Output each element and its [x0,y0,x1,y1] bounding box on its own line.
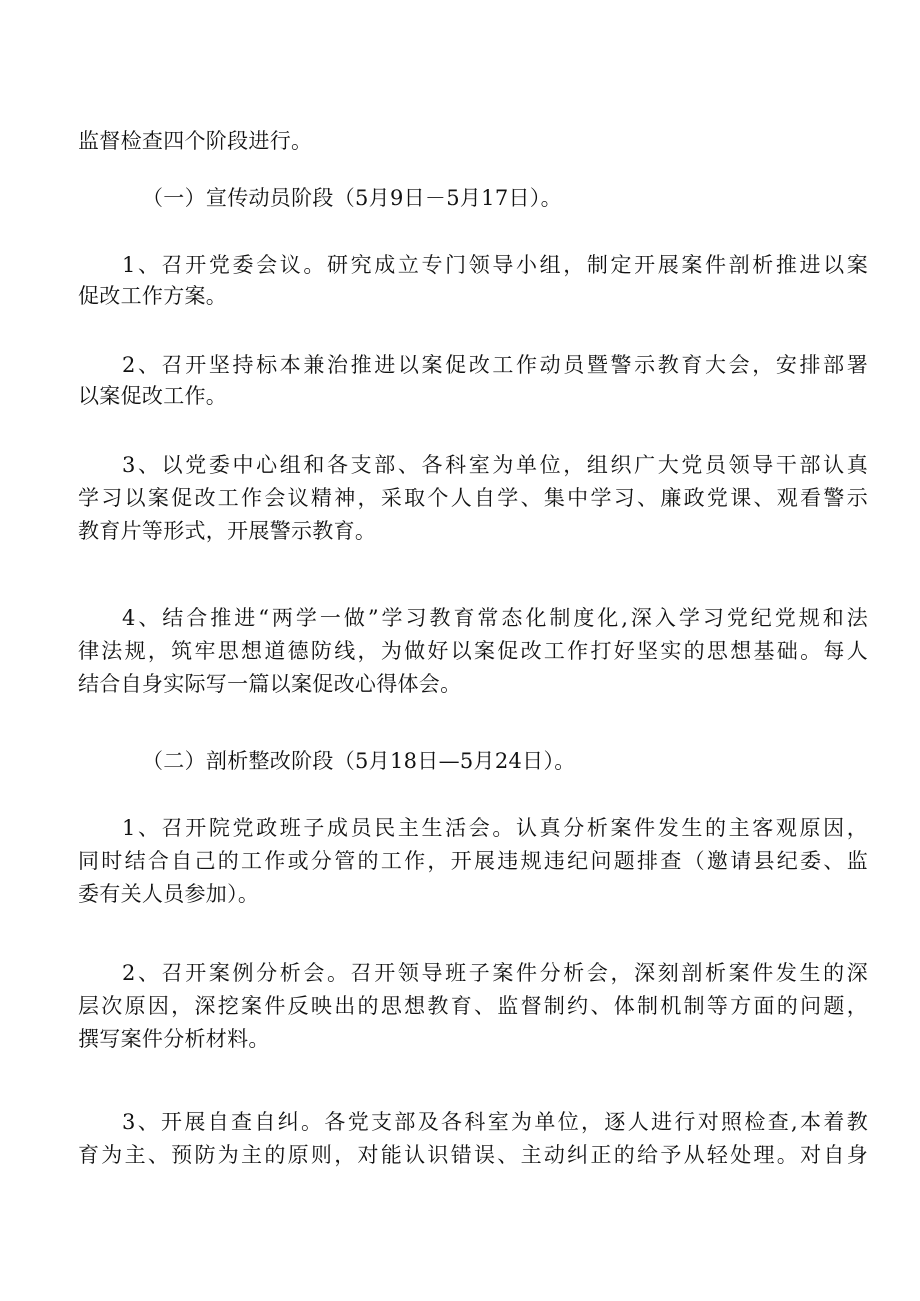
text-line: 促改工作方案。 [78,284,228,308]
paragraph-item-3 [78,449,868,548]
text-line: 教育片等形式，开展警示教育。 [78,519,377,543]
text-line: 监督检查四个阶段进行。 [78,129,313,153]
text-line: 以案促改工作。 [78,384,228,408]
text-line: 3、以党委中心组和各支部、各科室为单位，组织广大党员领导干部认真 [122,453,868,477]
text-line: 2、召开坚持标本兼治推进以案促改工作动员暨警示教育大会，安排部署 [122,353,868,377]
text-line: 2、召开案例分析会。召开领导班子案件分析会，深刻剖析案件发生的深 [122,961,868,985]
section-heading-1 [78,183,868,214]
text-line: 学习以案促改工作会议精神，采取个人自学、集中学习、廉政党课、观看警示 [78,486,868,510]
text-line: 1、召开党委会议。研究成立专门领导小组，制定开展案件剖析推进以案 [122,253,868,277]
text-line: 3、开展自查自纠。各党支部及各科室为单位，逐人进行对照检查,本着教 [122,1110,868,1134]
text-line: 层次原因，深挖案件反映出的思想教育、监督制约、体制机制等方面的问题， [78,994,868,1018]
paragraph-continuation [78,126,868,157]
text-line: 1、召开院党政班子成员民主生活会。认真分析案件发生的主客观原因， [122,816,868,840]
paragraph-item-3b [78,1106,868,1172]
text-line: 同时结合自己的工作或分管的工作，开展违规违纪问题排查（邀请县纪委、监 [78,849,868,873]
paragraph-item-1 [78,250,868,312]
paragraph-item-2 [78,350,868,412]
text-line: 结合自身实际写一篇以案促改心得体会。 [78,672,462,696]
text-line: 委有关人员参加）。 [78,882,260,906]
section-heading-2 [78,746,868,777]
paragraph-item-4 [78,602,868,701]
text-line: 撰写案件分析材料。 [78,1027,270,1051]
paragraph-item-2b [78,957,868,1056]
text-line: 4、结合推进“两学一做”学习教育常态化制度化,深入学习党纪党规和法 [122,606,868,630]
text-line: （二）剖析整改阶段（5月18日—5月24日）。 [142,749,576,773]
text-line: （一）宣传动员阶段（5月9日－5月17日）。 [142,186,562,210]
text-line: 律法规，筑牢思想道德防线，为做好以案促改工作打好坚实的思想基础。每人 [78,639,868,663]
paragraph-item-1b [78,812,868,911]
text-line: 育为主、预防为主的原则，对能认识错误、主动纠正的给予从轻处理。对自身 [78,1143,868,1167]
